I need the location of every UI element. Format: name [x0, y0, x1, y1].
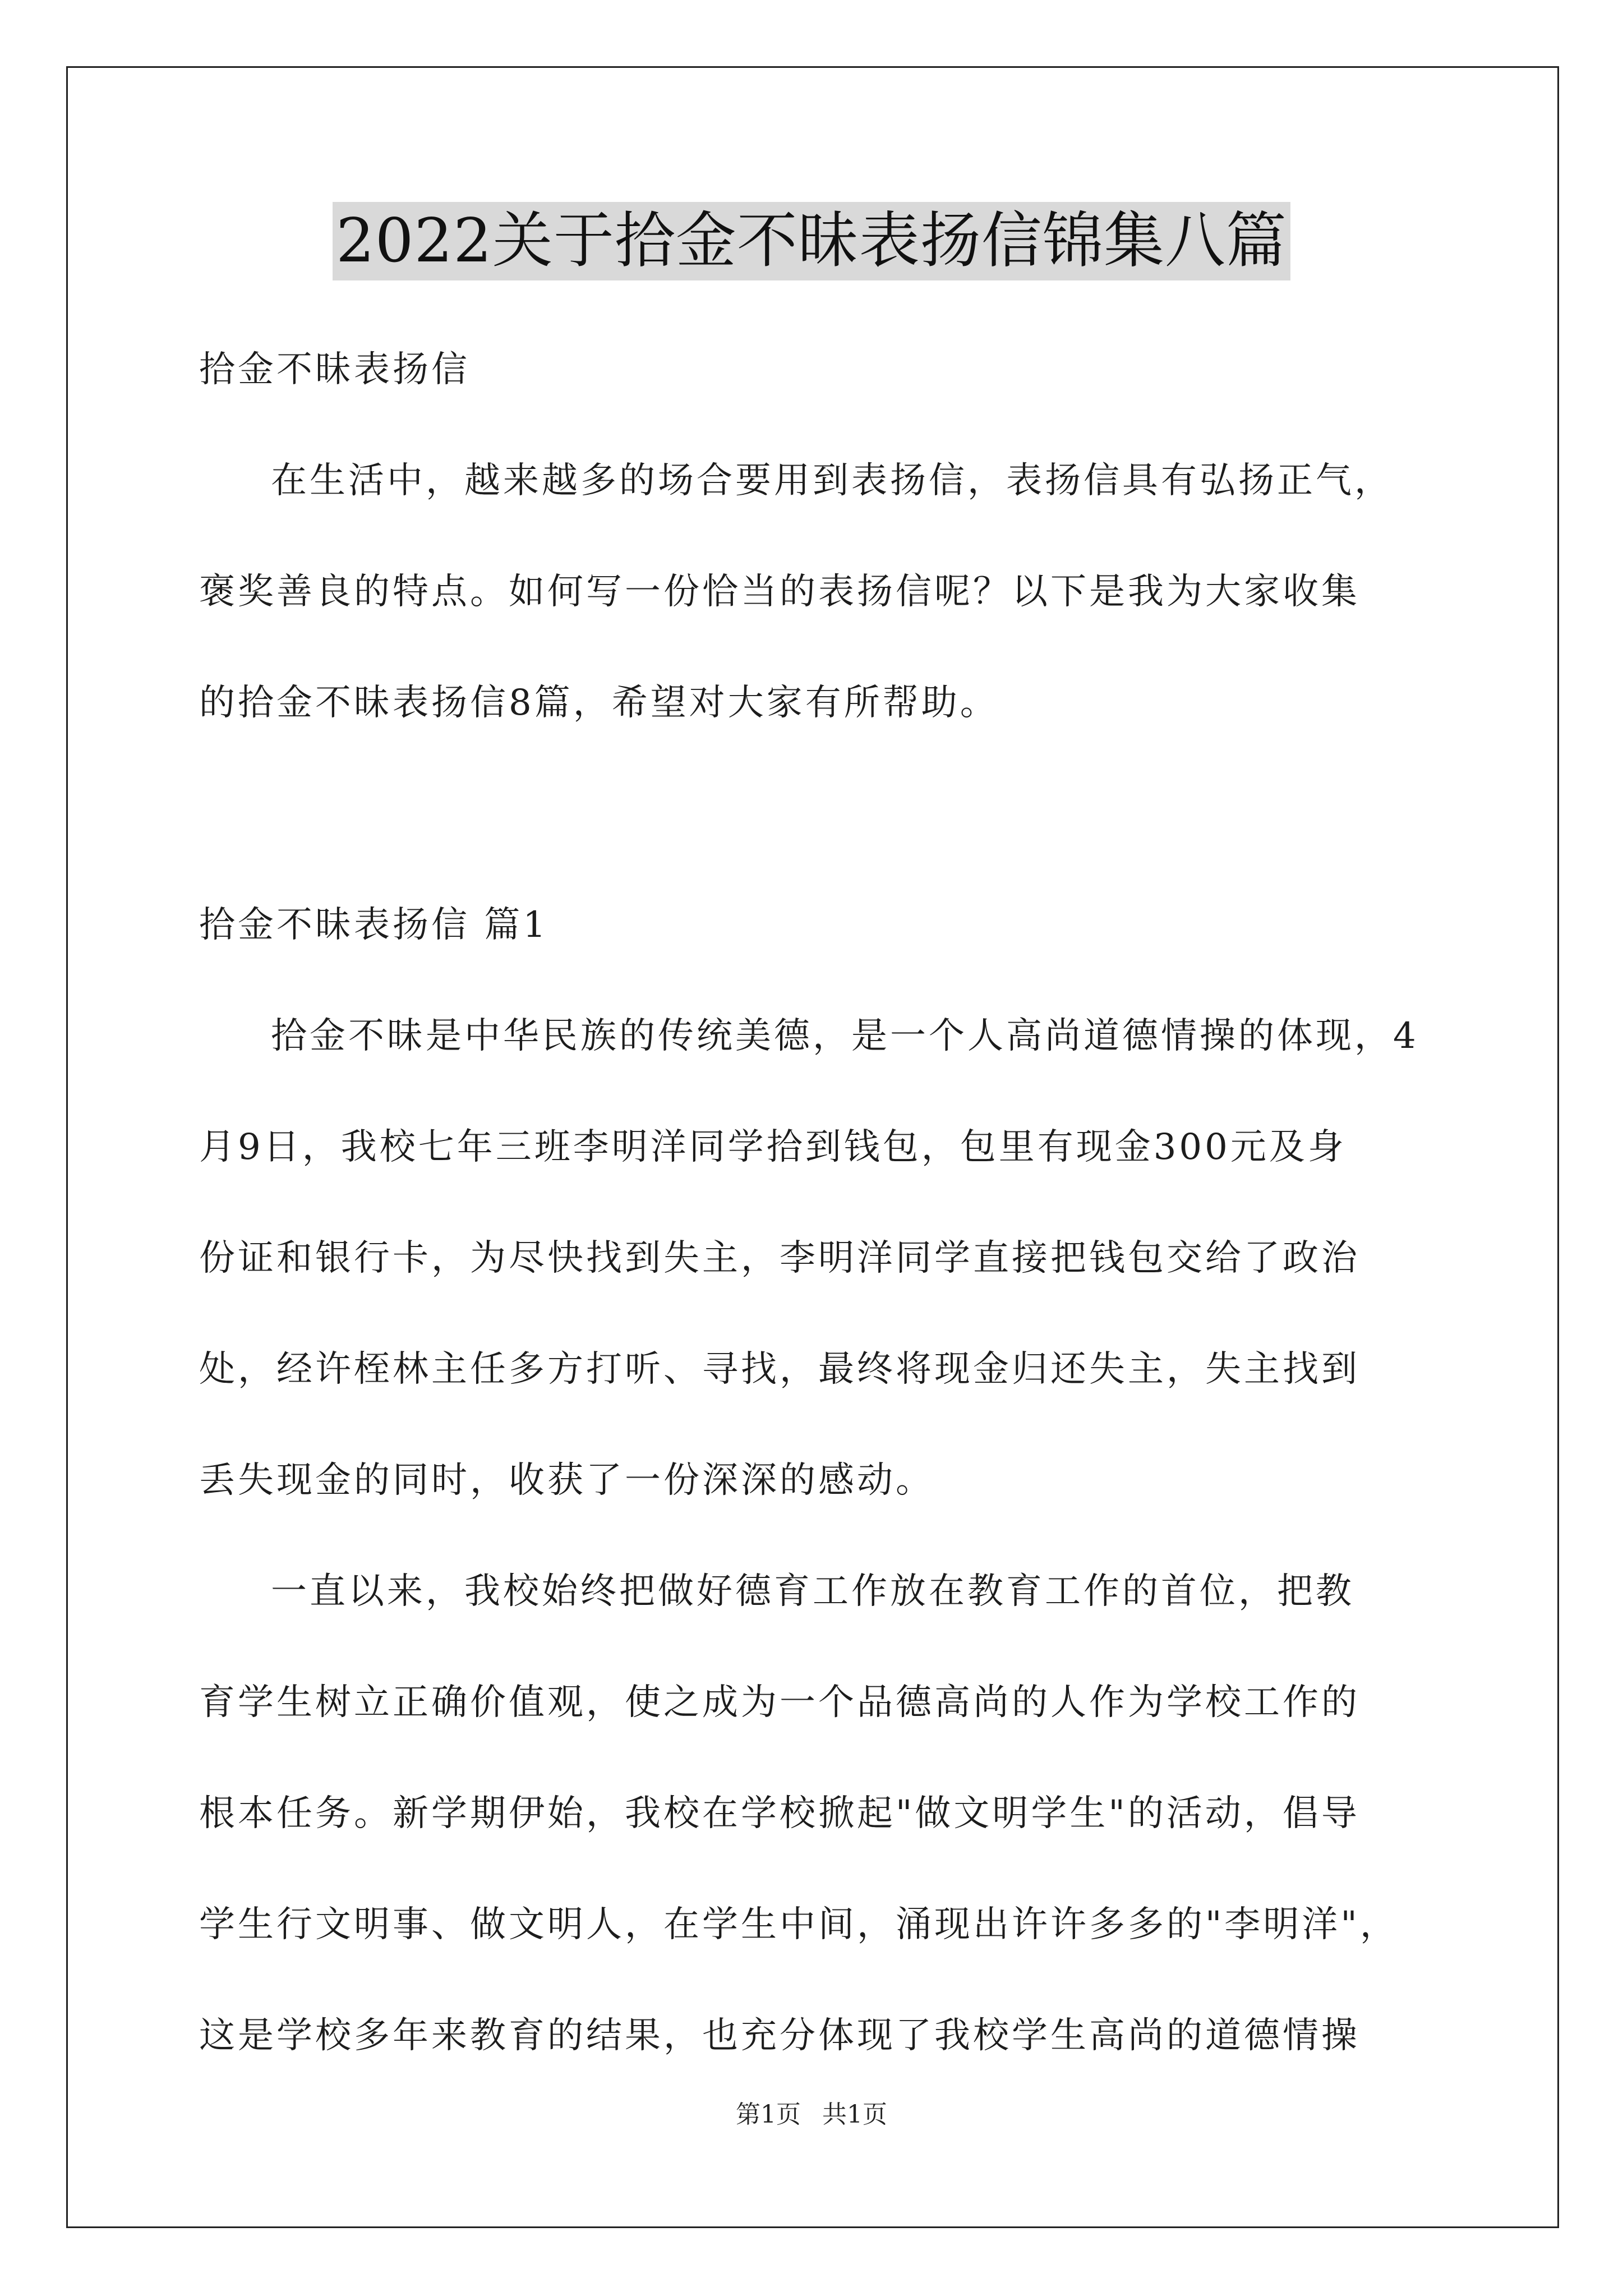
- document-title: 2022关于拾金不昧表扬信锦集八篇: [333, 202, 1290, 280]
- para1-line-3: 份证和银行卡，为尽快找到失主，李明洋同学直接把钱包交给了政治: [199, 1237, 1360, 1279]
- para2-line-1: 一直以来，我校始终把做好德育工作放在教育工作的首位，把教: [271, 1571, 1354, 1612]
- document-body: [199, 314, 1495, 2091]
- page-number: 第1页: [736, 2100, 801, 2129]
- para1-line-1: 拾金不昧是中华民族的传统美德，是一个人高尚道德情操的体现，4: [271, 1015, 1419, 1057]
- intro-line-3: 的拾金不昧表扬信8篇，希望对大家有所帮助。: [199, 682, 999, 724]
- para1-line-2: 月9日，我校七年三班李明洋同学拾到钱包，包里有现金300元及身: [199, 1126, 1347, 1168]
- page-total: 共1页: [822, 2100, 887, 2129]
- page-footer: [0, 2098, 1623, 2132]
- title-container: [0, 202, 1623, 280]
- intro-line-2: 褒奖善良的特点。如何写一份恰当的表扬信呢？以下是我为大家收集: [199, 571, 1360, 613]
- para1-line-5: 丢失现金的同时，收获了一份深深的感动。: [199, 1460, 934, 1501]
- intro-line-1: 在生活中，越来越多的场合要用到表扬信，表扬信具有弘扬正气，: [271, 460, 1393, 501]
- para2-line-5: 这是学校多年来教育的结果，也充分体现了我校学生高尚的道德情操: [199, 2015, 1360, 2056]
- para1-line-4: 处，经许桎林主任多方打听、寻找，最终将现金归还失主，失主找到: [199, 1349, 1360, 1390]
- section1-heading: 拾金不昧表扬信 篇1: [199, 904, 549, 946]
- para2-line-2: 育学生树立正确价值观，使之成为一个品德高尚的人作为学校工作的: [199, 1682, 1360, 1723]
- intro-heading: 拾金不昧表扬信: [199, 349, 470, 390]
- para2-line-3: 根本任务。新学期伊始，我校在学校掀起"做文明学生"的活动，倡导: [199, 1793, 1360, 1834]
- para2-line-4: 学生行文明事、做文明人，在学生中间，涌现出许许多多的"李明洋"，: [199, 1904, 1399, 1945]
- section-spacer: [199, 758, 1495, 869]
